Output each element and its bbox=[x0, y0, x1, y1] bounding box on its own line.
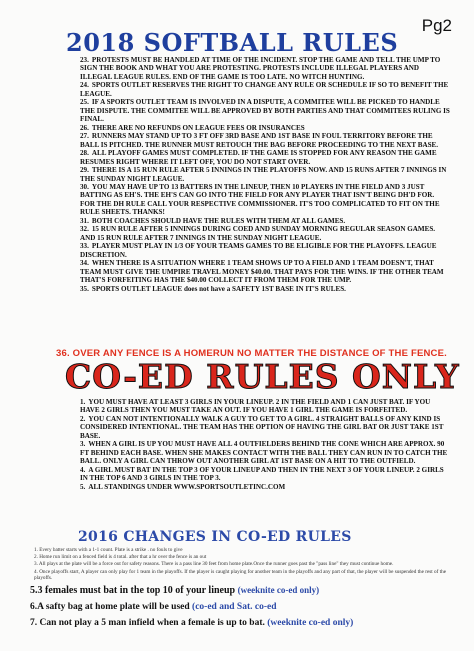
item-number: 5. bbox=[80, 482, 86, 491]
fence-rule: 36. OVER ANY FENCE IS A HOMERUN NO MATTER THE DISTANCE OF THE FENCE. bbox=[56, 348, 447, 359]
item-number: 23. bbox=[80, 56, 89, 64]
list-item bbox=[80, 217, 450, 225]
item-number: 28. bbox=[80, 149, 89, 158]
item-text: 15 RUN RULE AFTER 5 INNINGS DURING COED AND SUNDAY MORNING REGULAR SEASON GAMES. AND 15 RUN RULE AFTER 7 INNINGS IN THE SUNDAY NIGHT LEAGUE. bbox=[80, 225, 436, 242]
list-item: 3. All plays at the plate will be a force out for safety reasons. There is a pass line 30 feet from home plate.Once the runner goes past the "pass line" they must continue home. bbox=[34, 561, 394, 568]
item-number: 24. bbox=[80, 81, 89, 90]
coed-title: CO-ED RULES ONLY bbox=[65, 357, 460, 396]
list-item bbox=[80, 285, 450, 293]
item-text: THERE IS A 15 RUN RULE AFTER 5 INNINGS IN THE PLAYOFFS NOW. AND 15 RUNS AFTER 7 INNINGS IN THE SUNDAY NIGHT LEAGUE. bbox=[80, 166, 447, 183]
item-number: 30. bbox=[80, 183, 89, 192]
list-item bbox=[80, 124, 450, 132]
item-number: 32. bbox=[80, 225, 89, 234]
item-number: 1. bbox=[80, 398, 86, 406]
item-text: YOU MUST HAVE AT LEAST 3 GIRLS IN YOUR LINEUP. 2 IN THE FIELD AND 1 CAN JUST BAT. IF YOU HAVE 2 GIRLS THEN YOU MUST TAKE AN OUT. IF YOU HAVE 1 GIRL THE GAME IS FORFEITED. bbox=[80, 398, 431, 415]
rule-7-note: (weeknite co-ed only) bbox=[267, 618, 354, 628]
item-number: 27. bbox=[80, 132, 89, 141]
list-item bbox=[80, 149, 450, 166]
list-item bbox=[80, 415, 450, 440]
rule-5-text: 5.3 females must bat in the top 10 of your lineup bbox=[30, 585, 236, 596]
list-item: 1. Every batter starts with a 1-1 count. Plate is a strike . no fouls to give bbox=[34, 547, 183, 553]
item-number: 31. bbox=[80, 216, 89, 225]
item-text: THERE ARE NO REFUNDS ON LEAGUE FEES OR INSURANCES bbox=[91, 123, 305, 132]
rule-6-text: 6.A safty bag at home plate will be used bbox=[30, 602, 190, 612]
item-number: 25. bbox=[80, 98, 89, 107]
list-item bbox=[80, 81, 450, 98]
changes-list bbox=[34, 547, 459, 582]
item-text: YOU CAN NOT INTENTIONALLY WALK A GUY TO GET TO A GIRL. 4 STRAIGHT BALLS OF ANY KIND IS CONSIDERED INTENTIONAL. THE TEAM HAS THE OPTION OF HAVING THE GIRL BAT OR JUST TAKE 1ST BASE. bbox=[80, 414, 444, 440]
item-text: YOU MAY HAVE UP TO 13 BATTERS IN THE LINEUP, THEN 10 PLAYERS IN THE FIELD AND 3 JUST BATTING AS EH'S. THE EH'S CAN GO INTO THE FIELD FOR ANY PLAYER THAT ISN'T BEING DH'D FOR. FOR THE DH RULE CALL YOUR RESPECTIVE COMMISSIONER. IT'S TOO COMPLICATED TO FIT ON THE RULE SHEETS. THANKS! bbox=[80, 183, 440, 217]
list-item bbox=[80, 225, 450, 242]
item-text: SPORTS OUTLET RESERVES THE RIGHT TO CHANGE ANY RULE OR SCHEDULE IF SO TO BENEFIT THE LEAGUE. bbox=[80, 81, 449, 98]
item-number: 4. bbox=[80, 465, 86, 474]
rule-6-line bbox=[30, 602, 277, 612]
item-text: WHEN THERE IS A SITUATION WHERE 1 TEAM SHOWS UP TO A FIELD AND 1 TEAM DOESN'T, THAT TEAM MUST GIVE THE UMPIRE TRAVEL MONEY $40.00. THAT PAYS FOR THE WINS. IF THE OTHER TEAM THAT'S FORFEITING HAS THE $40.00 COLLECT IT FROM THEM FOR THE UMP. bbox=[80, 259, 444, 285]
item-number: 35. bbox=[80, 284, 89, 293]
item-text: RUNNERS MAY STAND UP TO 3 FT OFF 3RD BASE AND 1ST BASE IN FOUL TERRITORY BEFORE THE BALL IS PITCHED. THE RUNNER MUST RETOUCH THE BAG BEFORE PROCEEDING TO THE NEXT BASE. bbox=[80, 132, 439, 149]
list-item bbox=[80, 483, 450, 491]
list-item bbox=[80, 398, 450, 415]
item-number: 3. bbox=[80, 440, 86, 449]
list-item bbox=[80, 56, 450, 81]
item-number: 29. bbox=[80, 166, 89, 175]
list-item bbox=[80, 98, 450, 123]
item-text: ALL PLAYOFF GAMES MUST COMPLETED. IF THE GAME IS STOPPED FOR ANY REASON THE GAME RESUMES RIGHT WHERE IT LEFT OFF, YOU DO NOT START OVER. bbox=[80, 149, 437, 166]
item-text: PLAYER MUST PLAY IN 1/3 OF YOUR TEAMS GAMES TO BE ELIGIBLE FOR THE PLAYOFFS. LEAGUE DISCRETION. bbox=[80, 242, 437, 259]
item-text: WHEN A GIRL IS UP YOU MUST HAVE ALL 4 OUTFIELDERS BEHIND THE CONE WHICH ARE APPROX. 90 FT BEHIND EACH BASE. WHEN SHE MAKES CONTACT WITH THE BALL THEY CAN RUN IN TO CATCH THE BALL. ONLY A GIRL CAN THROW OUT ANOTHER GIRL AT 1ST BASE ON A HIT TO THE OUTFIELD. bbox=[80, 440, 448, 465]
rule-5-note: (weeknite co-ed only) bbox=[237, 585, 320, 595]
coed-rules-list bbox=[80, 398, 450, 491]
rule-6-note: (co-ed and Sat. co-ed bbox=[192, 602, 277, 612]
item-number: 2. bbox=[80, 414, 86, 423]
item-number: 33. bbox=[80, 242, 89, 251]
list-item bbox=[80, 440, 450, 465]
rules-list bbox=[80, 56, 450, 293]
list-item bbox=[80, 242, 450, 259]
item-text: ALL STANDINGS UNDER WWW.SPORTSOUTLETINC.COM bbox=[88, 482, 286, 491]
rule-5-line bbox=[30, 585, 470, 596]
item-text: BOTH COACHES SHOULD HAVE THE RULES WITH THEM AT ALL GAMES. bbox=[91, 216, 346, 225]
rule-7-text: 7. Can not play a 5 man infield when a female is up to bat. bbox=[30, 618, 265, 628]
list-item bbox=[80, 183, 450, 216]
page-title: 2018 SOFTBALL RULES bbox=[66, 28, 399, 57]
list-item bbox=[80, 259, 450, 284]
item-text: SPORTS OUTLET LEAGUE does not have a SAFETY 1ST BASE IN IT'S RULES. bbox=[91, 284, 346, 293]
rule-7-line bbox=[30, 618, 353, 628]
item-text: PROTESTS MUST BE HANDLED AT TIME OF THE INCIDENT. STOP THE GAME AND TELL THE UMP TO SIGN THE BOOK AND WHAT YOU ARE PROTESTING. PROTESTS INCLUDE ILLEGAL PLAYERS AND ILLEGAL LEAGUE RULES. END OF THE GAME IS TOO LATE. NO WITCH HUNTING. bbox=[80, 56, 441, 81]
list-item bbox=[80, 166, 450, 183]
item-number: 26. bbox=[80, 123, 89, 132]
item-number: 34. bbox=[80, 259, 89, 268]
list-item: 2. Home run limit on a fenced field is 4 total. after that a hr over the fence is an out bbox=[34, 554, 207, 561]
item-text: IF A SPORTS OUTLET TEAM IS INVOLVED IN A DISPUTE, A COMMITEE WILL BE PICKED TO HANDLE THE DISPUTE. THE COMMITEE WILL BE APPROVED BY BOTH PARTIES AND THAT COMMITEES RULING IS FINAL. bbox=[80, 98, 450, 123]
list-item bbox=[80, 132, 450, 149]
item-text: A GIRL MUST BAT IN THE TOP 3 OF YOUR LINEUP AND THEN IN THE NEXT 3 OF YOUR LINEUP. 2 GIRLS IN THE TOP 6 AND 3 GIRLS IN THE TOP 3. bbox=[80, 465, 444, 482]
changes-title: 2016 CHANGES IN CO-ED RULES bbox=[78, 529, 352, 545]
list-item: 4. Once playoffs start, A player can only play for 1 team in the playoffs. If the player is caught playing for another team in the playoffs and any part of that, the player will be suspended the rest of the playoffs. bbox=[34, 568, 446, 581]
list-item bbox=[80, 466, 450, 483]
page-label: Pg2 bbox=[421, 16, 452, 35]
